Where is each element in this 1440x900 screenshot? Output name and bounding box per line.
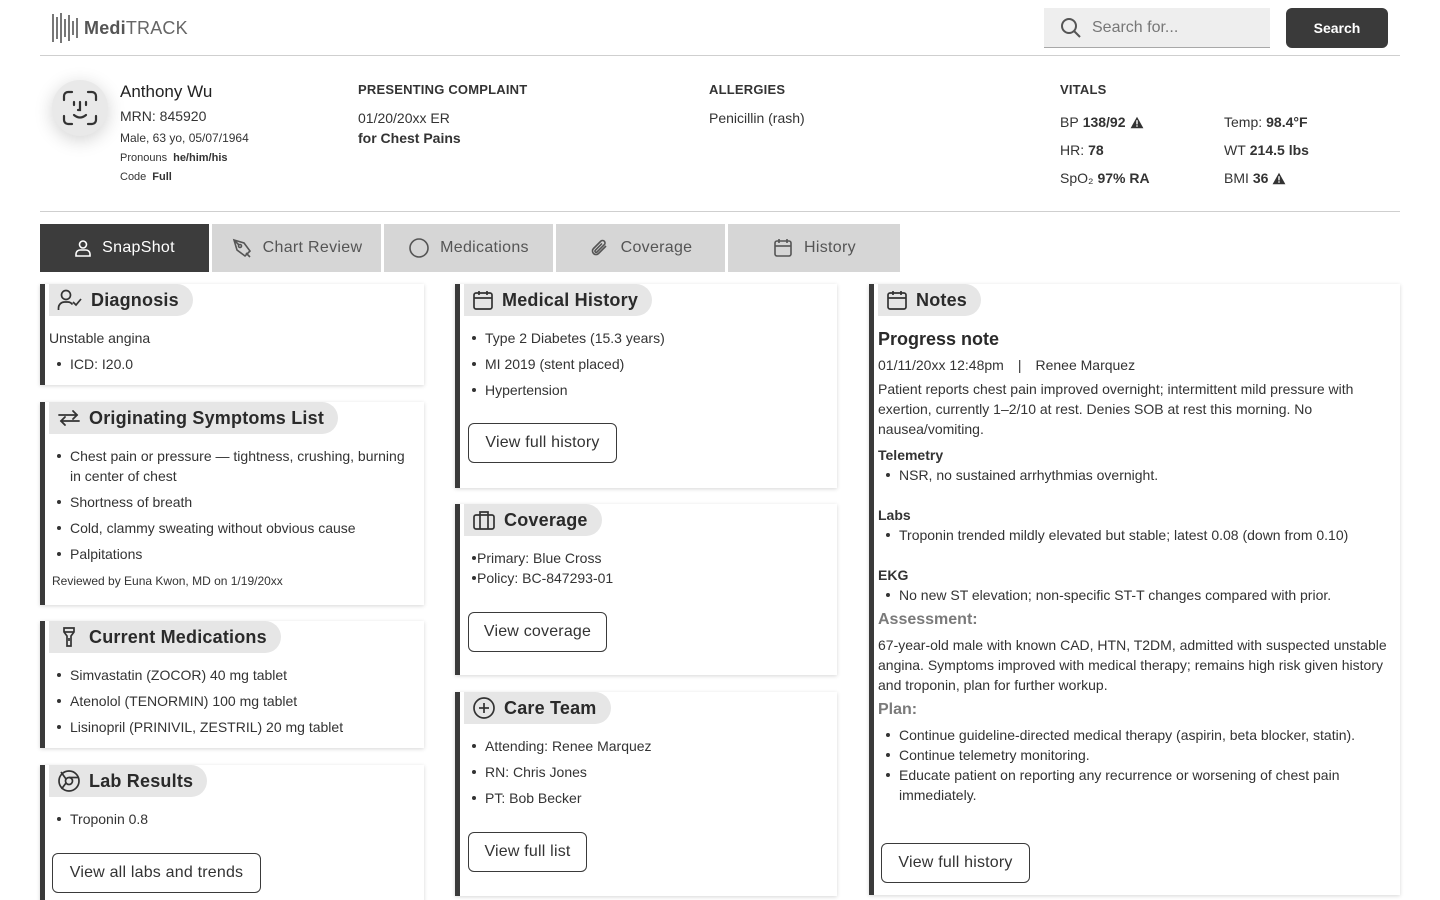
app-name: MediTRACK (84, 17, 188, 38)
list-item: RN: Chris Jones (464, 762, 829, 782)
note-labs-list (878, 525, 1394, 545)
labs-label: Labs (878, 507, 911, 523)
medical-history-card (455, 284, 837, 488)
complaint-reason: for Chest Pains (358, 130, 461, 146)
medications-list (49, 665, 416, 737)
complaint-date: 01/20/20xx ER (358, 110, 450, 126)
view-care-team-button[interactable]: View full list (468, 832, 587, 872)
vital-value: 138/92 (1082, 114, 1126, 130)
list-item: Simvastatin (ZOCOR) 40 mg tablet (49, 665, 416, 685)
search-button[interactable]: Search (1286, 8, 1388, 48)
labs-list (49, 809, 416, 829)
care-team-list (464, 736, 829, 808)
vital-value: 97% RA (1097, 170, 1150, 186)
list-item: Policy: BC-847293-01 (464, 568, 829, 588)
vital-label: SpO₂ (1060, 170, 1094, 186)
vital-item (1224, 142, 1309, 158)
vital-value: 78 (1088, 142, 1104, 158)
care-team-card (455, 692, 837, 896)
view-coverage-button[interactable]: View coverage (468, 612, 607, 652)
list-item: Chest pain or pressure — tightness, crushing, burning in center of chest (49, 446, 416, 486)
assessment-label: Assessment: (878, 611, 978, 628)
vital-value: 36 (1252, 170, 1269, 186)
note-author: Renee Marquez (1035, 357, 1136, 373)
patient-header (40, 56, 1400, 212)
allergies-label: ALLERGIES (709, 82, 786, 97)
patient-name: Anthony Wu (120, 82, 213, 101)
user-check-icon (57, 289, 83, 311)
calendar-icon (772, 237, 794, 259)
medical-history-header: Medical History (464, 284, 652, 316)
briefcase-icon (472, 509, 496, 531)
logo-waveform-icon (52, 12, 78, 44)
patient-code-status: Code Full (120, 171, 172, 183)
tab-chart-review[interactable]: Chart Review (212, 224, 381, 272)
notes-card (869, 284, 1400, 895)
symptoms-card (40, 402, 424, 605)
search-box[interactable] (1044, 8, 1270, 48)
vital-item (1224, 114, 1308, 130)
list-item: Attending: Renee Marquez (464, 736, 829, 756)
list-item: PT: Bob Becker (464, 788, 829, 808)
list-item: Hypertension (464, 380, 829, 400)
tab-snapshot[interactable]: SnapShot (40, 224, 209, 272)
symptoms-header: Originating Symptoms List (49, 402, 338, 434)
coverage-header: Coverage (464, 504, 602, 536)
vital-label: HR: (1060, 142, 1085, 158)
patient-mrn: MRN: 845920 (120, 108, 207, 124)
diagnosis-list (49, 354, 416, 374)
medications-card (40, 621, 424, 748)
notes-header: Notes (878, 284, 981, 316)
user-icon (74, 239, 92, 257)
plan-label: Plan: (878, 701, 918, 718)
diagnosis-card (40, 284, 424, 385)
list-item: Troponin trended mildly elevated but stable; latest 0.08 (down from 0.10) (878, 525, 1394, 545)
vital-label: BP (1060, 114, 1079, 130)
avatar (52, 80, 108, 136)
vitals-label: VITALS (1060, 82, 1107, 97)
plan-list (878, 725, 1394, 805)
paperclip-icon (589, 237, 611, 259)
list-item: ICD: I20.0 (49, 354, 416, 374)
note-meta: 01/11/20xx 12:48pm | Renee Marquez (878, 357, 1136, 373)
telemetry-label: Telemetry (878, 447, 944, 463)
care-team-header: Care Team (464, 692, 611, 724)
vital-item (1060, 114, 1144, 130)
list-item: Shortness of breath (49, 492, 416, 512)
list-item: MI 2019 (stent placed) (464, 354, 829, 374)
tab-bar (40, 224, 900, 272)
circle-icon (408, 237, 430, 259)
patient-pronouns: Pronouns he/him/his (120, 152, 228, 164)
vital-label: WT (1224, 142, 1246, 158)
diagnosis-header: Diagnosis (49, 284, 193, 316)
list-item: Continue telemetry monitoring. (878, 745, 1394, 765)
ekg-list (878, 585, 1394, 605)
coverage-card (455, 504, 837, 675)
calendar-icon (472, 289, 494, 311)
vital-item (1060, 142, 1104, 158)
warning-icon (1130, 116, 1144, 129)
list-item: Continue guideline-directed medical therapy (aspirin, beta blocker, statin). (878, 725, 1394, 745)
vital-value: 214.5 lbs (1249, 142, 1309, 158)
note-summary: Patient reports chest pain improved overnight; intermittent mild pressure with exertion, currently 1–2/10 at rest. Denies SOB at rest this morning. No nausea/vomiting. (878, 381, 1354, 437)
list-item: Atenolol (TENORMIN) 100 mg tablet (49, 691, 416, 711)
history-list (464, 328, 829, 400)
arrows-swap-icon (57, 408, 81, 428)
assessment-text: 67-year-old male with known CAD, HTN, T2DM, admitted with suspected unstable angina. Symptoms improved with medical therapy; remains high risk given history and troponin, plan for further workup. (878, 637, 1387, 693)
tab-medications[interactable]: Medications (384, 224, 553, 272)
list-item: Type 2 Diabetes (15.3 years) (464, 328, 829, 348)
note-datetime: 01/11/20xx 12:48pm (878, 357, 1004, 373)
aperture-icon (57, 769, 81, 793)
complaint-label: PRESENTING COMPLAINT (358, 82, 528, 97)
diagnosis-name: Unstable angina (49, 330, 151, 346)
top-bar (40, 0, 1400, 56)
app-logo[interactable] (52, 12, 188, 44)
list-item: Cold, clammy sweating without obvious cause (49, 518, 416, 538)
list-item: NSR, no sustained arrhythmias overnight. (878, 465, 1394, 485)
list-item: Troponin 0.8 (49, 809, 416, 829)
list-item: Primary: Blue Cross (464, 548, 829, 568)
telemetry-list (878, 465, 1394, 485)
list-item: Palpitations (49, 544, 416, 564)
plus-circle-icon (472, 696, 496, 720)
vital-item (1060, 170, 1150, 186)
symptoms-list (49, 446, 416, 564)
reviewed-note: Reviewed by Euna Kwon, MD on 1/19/20xx (52, 574, 283, 588)
view-notes-history-button[interactable]: View full history (881, 843, 1030, 883)
note-title: Progress note (878, 329, 1000, 349)
flashlight-icon (57, 626, 81, 648)
search-icon (1060, 17, 1082, 39)
vital-value: 98.4°F (1266, 114, 1308, 130)
search-input[interactable] (1092, 19, 1262, 37)
view-labs-button[interactable]: View all labs and trends (52, 853, 261, 893)
pen-icon (231, 237, 253, 259)
tab-history[interactable]: History (728, 224, 900, 272)
face-id-icon (60, 88, 100, 128)
patient-demographics: Male, 63 yo, 05/07/1964 (120, 131, 249, 145)
list-item: Lisinopril (PRINIVIL, ZESTRIL) 20 mg tablet (49, 717, 416, 737)
calendar-icon (886, 289, 908, 311)
list-item: No new ST elevation; non-specific ST-T changes compared with prior. (878, 585, 1394, 605)
vital-item (1224, 170, 1286, 186)
vital-label: Temp: (1224, 114, 1263, 130)
labs-card (40, 765, 424, 900)
allergies-value: Penicillin (rash) (709, 110, 805, 126)
view-history-button[interactable]: View full history (468, 423, 617, 463)
labs-header: Lab Results (49, 765, 207, 797)
list-item: Educate patient on reporting any recurrence or worsening of chest pain immediately. (878, 765, 1394, 805)
coverage-list (464, 548, 829, 588)
tab-coverage[interactable]: Coverage (556, 224, 725, 272)
medications-header: Current Medications (49, 621, 281, 653)
vital-label: BMI (1224, 170, 1249, 186)
warning-icon (1272, 172, 1286, 185)
ekg-label: EKG (878, 567, 909, 583)
